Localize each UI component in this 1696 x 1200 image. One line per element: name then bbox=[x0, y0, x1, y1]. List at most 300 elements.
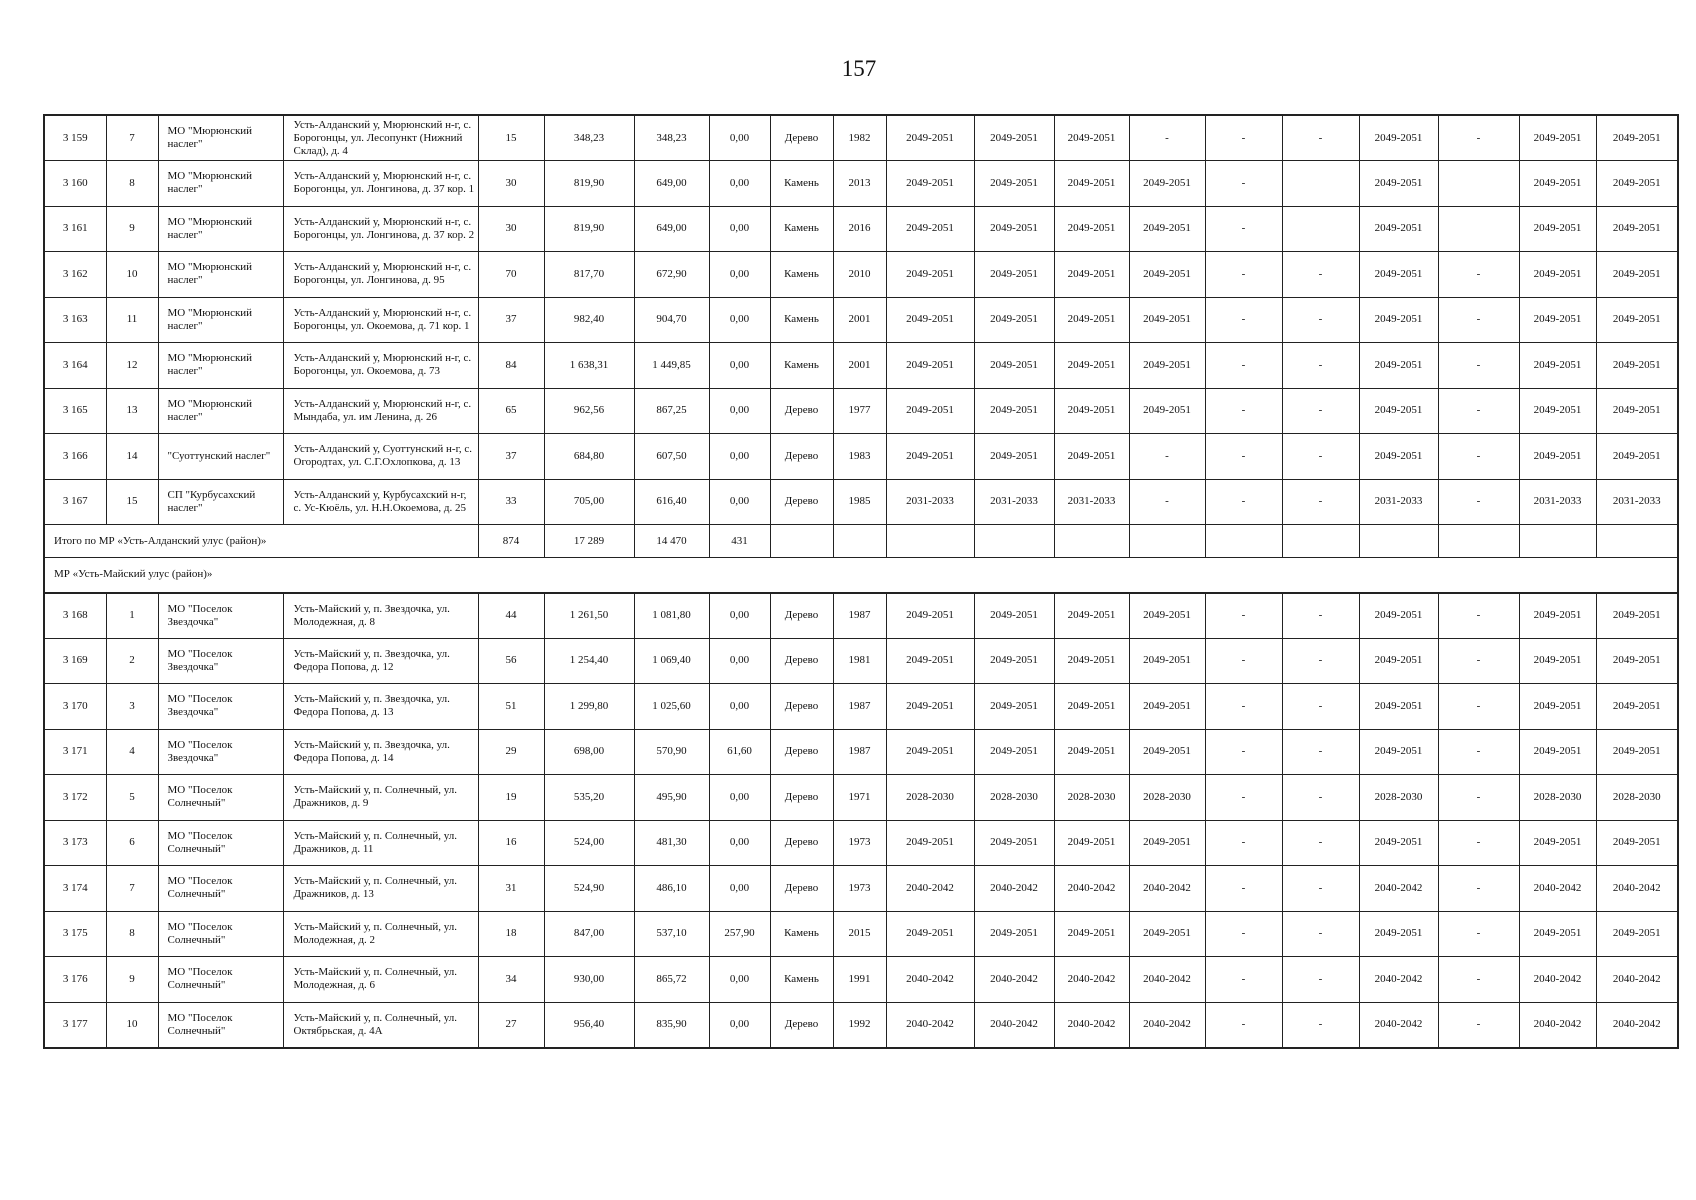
empty-cell bbox=[974, 525, 1054, 558]
cell-period-8: - bbox=[1438, 729, 1519, 775]
cell-period-6 bbox=[1282, 206, 1359, 252]
cell-wall-material: Дерево bbox=[770, 638, 833, 684]
cell-municipality: СП "Курбусахский наслег" bbox=[158, 479, 283, 525]
cell-total-area: 705,00 bbox=[544, 479, 634, 525]
cell-period-9: 2049-2051 bbox=[1519, 252, 1596, 298]
cell-wall-material: Дерево bbox=[770, 775, 833, 821]
cell-period-3: 2049-2051 bbox=[1054, 206, 1129, 252]
cell-period-4: 2049-2051 bbox=[1129, 820, 1205, 866]
cell-wall-material: Дерево bbox=[770, 729, 833, 775]
cell-period-6: - bbox=[1282, 1002, 1359, 1048]
cell-period-9: 2049-2051 bbox=[1519, 297, 1596, 343]
cell-item-number: 14 bbox=[106, 434, 158, 480]
cell-nonliving-area: 61,60 bbox=[709, 729, 770, 775]
cell-municipality: МО "Мюрюнский наслег" bbox=[158, 343, 283, 389]
cell-period-5: - bbox=[1205, 638, 1282, 684]
cell-item-number: 9 bbox=[106, 206, 158, 252]
cell-residents: 31 bbox=[478, 866, 544, 912]
cell-item-number: 15 bbox=[106, 479, 158, 525]
cell-item-number: 2 bbox=[106, 638, 158, 684]
cell-period-7: 2040-2042 bbox=[1359, 1002, 1438, 1048]
cell-wall-material: Камень bbox=[770, 957, 833, 1003]
cell-period-8: - bbox=[1438, 297, 1519, 343]
cell-period-9: 2049-2051 bbox=[1519, 206, 1596, 252]
cell-wall-material: Дерево bbox=[770, 479, 833, 525]
cell-build-year: 1985 bbox=[833, 479, 886, 525]
cell-period-6: - bbox=[1282, 820, 1359, 866]
cell-period-2: 2049-2051 bbox=[974, 820, 1054, 866]
cell-address: Усть-Майский у, п. Звездочка, ул. Федора Попова, д. 14 bbox=[283, 729, 478, 775]
cell-period-8: - bbox=[1438, 775, 1519, 821]
cell-address: Усть-Майский у, п. Звездочка, ул. Молодежная, д. 8 bbox=[283, 593, 478, 639]
cell-period-9: 2040-2042 bbox=[1519, 957, 1596, 1003]
cell-period-5: - bbox=[1205, 115, 1282, 161]
cell-municipality: "Суоттунский наслег" bbox=[158, 434, 283, 480]
cell-period-5: - bbox=[1205, 1002, 1282, 1048]
cell-period-2: 2049-2051 bbox=[974, 911, 1054, 957]
cell-item-number: 10 bbox=[106, 252, 158, 298]
cell-period-10: 2049-2051 bbox=[1596, 161, 1678, 207]
cell-period-8: - bbox=[1438, 957, 1519, 1003]
cell-build-year: 1987 bbox=[833, 684, 886, 730]
cell-period-6: - bbox=[1282, 684, 1359, 730]
cell-nonliving-area: 0,00 bbox=[709, 297, 770, 343]
cell-period-10: 2049-2051 bbox=[1596, 820, 1678, 866]
cell-period-7: 2049-2051 bbox=[1359, 434, 1438, 480]
cell-address: Усть-Алданский у, Мюрюнский н-г, с. Борогонцы, ул. Окоемова, д. 73 bbox=[283, 343, 478, 389]
cell-period-7: 2049-2051 bbox=[1359, 161, 1438, 207]
cell-wall-material: Камень bbox=[770, 297, 833, 343]
cell-nonliving-area: 0,00 bbox=[709, 820, 770, 866]
cell-period-9: 2049-2051 bbox=[1519, 820, 1596, 866]
cell-period-4: 2049-2051 bbox=[1129, 593, 1205, 639]
empty-cell bbox=[833, 525, 886, 558]
cell-period-7: 2049-2051 bbox=[1359, 684, 1438, 730]
cell-item-number: 6 bbox=[106, 820, 158, 866]
cell-period-3: 2040-2042 bbox=[1054, 1002, 1129, 1048]
cell-period-6: - bbox=[1282, 252, 1359, 298]
cell-period-10: 2049-2051 bbox=[1596, 297, 1678, 343]
cell-period-8: - bbox=[1438, 115, 1519, 161]
cell-row-number: 3 163 bbox=[44, 297, 106, 343]
cell-address: Усть-Майский у, п. Солнечный, ул. Молодежная, д. 6 bbox=[283, 957, 478, 1003]
cell-municipality: МО "Мюрюнский наслег" bbox=[158, 297, 283, 343]
cell-address: Усть-Майский у, п. Солнечный, ул. Молодежная, д. 2 bbox=[283, 911, 478, 957]
cell-period-2: 2028-2030 bbox=[974, 775, 1054, 821]
cell-period-6: - bbox=[1282, 343, 1359, 389]
cell-row-number: 3 172 bbox=[44, 775, 106, 821]
cell-period-8: - bbox=[1438, 434, 1519, 480]
cell-total-area: 535,20 bbox=[544, 775, 634, 821]
cell-build-year: 1973 bbox=[833, 866, 886, 912]
cell-municipality: МО "Поселок Звездочка" bbox=[158, 638, 283, 684]
cell-period-3: 2049-2051 bbox=[1054, 593, 1129, 639]
cell-period-4: 2049-2051 bbox=[1129, 729, 1205, 775]
cell-period-10: 2031-2033 bbox=[1596, 479, 1678, 525]
cell-address: Усть-Алданский у, Курбусахский н-г, с. Ус-Кюёль, ул. Н.Н.Окоемова, д. 25 bbox=[283, 479, 478, 525]
cell-nonliving-area: 0,00 bbox=[709, 161, 770, 207]
cell-wall-material: Дерево bbox=[770, 1002, 833, 1048]
table-row bbox=[44, 593, 1678, 639]
cell-period-7: 2049-2051 bbox=[1359, 638, 1438, 684]
cell-municipality: МО "Мюрюнский наслег" bbox=[158, 161, 283, 207]
empty-cell bbox=[1438, 525, 1519, 558]
cell-period-1: 2049-2051 bbox=[886, 388, 974, 434]
cell-wall-material: Дерево bbox=[770, 115, 833, 161]
cell-period-8: - bbox=[1438, 684, 1519, 730]
cell-item-number: 11 bbox=[106, 297, 158, 343]
cell-period-6 bbox=[1282, 161, 1359, 207]
cell-total-area: 524,90 bbox=[544, 866, 634, 912]
cell-total-area: 930,00 bbox=[544, 957, 634, 1003]
cell-period-1: 2049-2051 bbox=[886, 297, 974, 343]
cell-address: Усть-Майский у, п. Солнечный, ул. Дражников, д. 11 bbox=[283, 820, 478, 866]
cell-nonliving-area: 0,00 bbox=[709, 252, 770, 298]
cell-nonliving-area: 0,00 bbox=[709, 479, 770, 525]
cell-period-2: 2049-2051 bbox=[974, 206, 1054, 252]
cell-total-area: 1 254,40 bbox=[544, 638, 634, 684]
cell-row-number: 3 173 bbox=[44, 820, 106, 866]
total-row bbox=[44, 525, 1678, 558]
cell-row-number: 3 170 bbox=[44, 684, 106, 730]
cell-period-2: 2040-2042 bbox=[974, 866, 1054, 912]
cell-period-1: 2049-2051 bbox=[886, 206, 974, 252]
section-header bbox=[44, 558, 1678, 593]
cell-address: Усть-Алданский у, Мюрюнский н-г, с. Борогонцы, ул. Лонгинова, д. 37 кор. 1 bbox=[283, 161, 478, 207]
cell-period-1: 2040-2042 bbox=[886, 957, 974, 1003]
cell-residents: 27 bbox=[478, 1002, 544, 1048]
cell-period-4: 2040-2042 bbox=[1129, 1002, 1205, 1048]
cell-period-7: 2049-2051 bbox=[1359, 729, 1438, 775]
cell-municipality: МО "Поселок Солнечный" bbox=[158, 866, 283, 912]
cell-row-number: 3 176 bbox=[44, 957, 106, 1003]
cell-period-4: 2049-2051 bbox=[1129, 343, 1205, 389]
cell-wall-material: Дерево bbox=[770, 866, 833, 912]
cell-nonliving-area: 0,00 bbox=[709, 1002, 770, 1048]
table-row bbox=[44, 479, 1678, 525]
cell-period-9: 2049-2051 bbox=[1519, 638, 1596, 684]
total-value: 874 bbox=[478, 525, 544, 558]
cell-nonliving-area: 0,00 bbox=[709, 434, 770, 480]
cell-period-8: - bbox=[1438, 638, 1519, 684]
cell-period-2: 2049-2051 bbox=[974, 388, 1054, 434]
cell-build-year: 1973 bbox=[833, 820, 886, 866]
cell-row-number: 3 166 bbox=[44, 434, 106, 480]
cell-municipality: МО "Поселок Солнечный" bbox=[158, 911, 283, 957]
cell-living-area: 867,25 bbox=[634, 388, 709, 434]
cell-living-area: 649,00 bbox=[634, 206, 709, 252]
cell-period-1: 2049-2051 bbox=[886, 820, 974, 866]
cell-build-year: 1981 bbox=[833, 638, 886, 684]
cell-item-number: 4 bbox=[106, 729, 158, 775]
cell-period-3: 2049-2051 bbox=[1054, 729, 1129, 775]
cell-period-3: 2049-2051 bbox=[1054, 911, 1129, 957]
cell-address: Усть-Алданский у, Суоттунский н-г, с. Огородтах, ул. С.Г.Охлопкова, д. 13 bbox=[283, 434, 478, 480]
cell-period-10: 2049-2051 bbox=[1596, 434, 1678, 480]
cell-address: Усть-Алданский у, Мюрюнский н-г, с. Борогонцы, ул. Лонгинова, д. 37 кор. 2 bbox=[283, 206, 478, 252]
cell-living-area: 616,40 bbox=[634, 479, 709, 525]
cell-period-1: 2040-2042 bbox=[886, 866, 974, 912]
table-row bbox=[44, 115, 1678, 161]
cell-living-area: 672,90 bbox=[634, 252, 709, 298]
table-row bbox=[44, 775, 1678, 821]
cell-period-8: - bbox=[1438, 593, 1519, 639]
cell-municipality: МО "Поселок Солнечный" bbox=[158, 775, 283, 821]
cell-period-1: 2049-2051 bbox=[886, 434, 974, 480]
cell-period-9: 2028-2030 bbox=[1519, 775, 1596, 821]
cell-row-number: 3 161 bbox=[44, 206, 106, 252]
cell-period-3: 2028-2030 bbox=[1054, 775, 1129, 821]
cell-residents: 34 bbox=[478, 957, 544, 1003]
cell-period-6: - bbox=[1282, 775, 1359, 821]
cell-row-number: 3 169 bbox=[44, 638, 106, 684]
cell-period-6: - bbox=[1282, 434, 1359, 480]
empty-cell bbox=[1282, 525, 1359, 558]
cell-period-7: 2040-2042 bbox=[1359, 866, 1438, 912]
cell-build-year: 1987 bbox=[833, 729, 886, 775]
cell-period-7: 2049-2051 bbox=[1359, 388, 1438, 434]
table-row bbox=[44, 820, 1678, 866]
cell-municipality: МО "Поселок Солнечный" bbox=[158, 957, 283, 1003]
cell-period-1: 2049-2051 bbox=[886, 252, 974, 298]
cell-residents: 84 bbox=[478, 343, 544, 389]
cell-build-year: 1987 bbox=[833, 593, 886, 639]
cell-period-3: 2049-2051 bbox=[1054, 434, 1129, 480]
cell-item-number: 8 bbox=[106, 161, 158, 207]
cell-period-3: 2049-2051 bbox=[1054, 388, 1129, 434]
cell-residents: 18 bbox=[478, 911, 544, 957]
cell-period-4: - bbox=[1129, 479, 1205, 525]
cell-wall-material: Камень bbox=[770, 911, 833, 957]
cell-address: Усть-Майский у, п. Солнечный, ул. Октябрьская, д. 4А bbox=[283, 1002, 478, 1048]
cell-period-9: 2049-2051 bbox=[1519, 729, 1596, 775]
cell-residents: 29 bbox=[478, 729, 544, 775]
cell-period-7: 2040-2042 bbox=[1359, 957, 1438, 1003]
cell-period-1: 2028-2030 bbox=[886, 775, 974, 821]
cell-wall-material: Дерево bbox=[770, 684, 833, 730]
cell-total-area: 524,00 bbox=[544, 820, 634, 866]
cell-period-2: 2049-2051 bbox=[974, 434, 1054, 480]
cell-period-7: 2049-2051 bbox=[1359, 593, 1438, 639]
cell-build-year: 2001 bbox=[833, 297, 886, 343]
cell-period-5: - bbox=[1205, 343, 1282, 389]
cell-period-5: - bbox=[1205, 820, 1282, 866]
table-row bbox=[44, 729, 1678, 775]
cell-period-4: 2049-2051 bbox=[1129, 206, 1205, 252]
cell-total-area: 348,23 bbox=[544, 115, 634, 161]
cell-period-6: - bbox=[1282, 479, 1359, 525]
cell-address: Усть-Майский у, п. Солнечный, ул. Дражников, д. 9 bbox=[283, 775, 478, 821]
cell-total-area: 698,00 bbox=[544, 729, 634, 775]
cell-period-9: 2049-2051 bbox=[1519, 684, 1596, 730]
cell-period-2: 2040-2042 bbox=[974, 1002, 1054, 1048]
cell-period-5: - bbox=[1205, 684, 1282, 730]
cell-residents: 37 bbox=[478, 434, 544, 480]
cell-period-8: - bbox=[1438, 1002, 1519, 1048]
cell-period-5: - bbox=[1205, 388, 1282, 434]
cell-period-4: 2040-2042 bbox=[1129, 866, 1205, 912]
empty-cell bbox=[1129, 525, 1205, 558]
cell-period-10: 2049-2051 bbox=[1596, 115, 1678, 161]
cell-wall-material: Дерево bbox=[770, 820, 833, 866]
cell-address: Усть-Майский у, п. Звездочка, ул. Федора Попова, д. 12 bbox=[283, 638, 478, 684]
table-row bbox=[44, 343, 1678, 389]
cell-row-number: 3 168 bbox=[44, 593, 106, 639]
cell-build-year: 1991 bbox=[833, 957, 886, 1003]
cell-period-4: 2049-2051 bbox=[1129, 161, 1205, 207]
cell-period-2: 2040-2042 bbox=[974, 957, 1054, 1003]
cell-period-9: 2049-2051 bbox=[1519, 593, 1596, 639]
cell-living-area: 649,00 bbox=[634, 161, 709, 207]
cell-build-year: 2015 bbox=[833, 911, 886, 957]
cell-period-9: 2049-2051 bbox=[1519, 911, 1596, 957]
cell-residents: 44 bbox=[478, 593, 544, 639]
empty-cell bbox=[1359, 525, 1438, 558]
table-row bbox=[44, 866, 1678, 912]
cell-item-number: 7 bbox=[106, 115, 158, 161]
cell-total-area: 819,90 bbox=[544, 206, 634, 252]
cell-municipality: МО "Поселок Солнечный" bbox=[158, 1002, 283, 1048]
table-row bbox=[44, 957, 1678, 1003]
table-row bbox=[44, 206, 1678, 252]
cell-total-area: 819,90 bbox=[544, 161, 634, 207]
cell-total-area: 982,40 bbox=[544, 297, 634, 343]
table-row bbox=[44, 388, 1678, 434]
cell-period-2: 2049-2051 bbox=[974, 343, 1054, 389]
cell-address: Усть-Майский у, п. Звездочка, ул. Федора Попова, д. 13 bbox=[283, 684, 478, 730]
cell-living-area: 1 081,80 bbox=[634, 593, 709, 639]
cell-item-number: 1 bbox=[106, 593, 158, 639]
empty-cell bbox=[886, 525, 974, 558]
cell-period-5: - bbox=[1205, 252, 1282, 298]
cell-period-3: 2049-2051 bbox=[1054, 161, 1129, 207]
cell-item-number: 3 bbox=[106, 684, 158, 730]
cell-item-number: 7 bbox=[106, 866, 158, 912]
empty-cell bbox=[770, 525, 833, 558]
cell-period-7: 2049-2051 bbox=[1359, 252, 1438, 298]
cell-residents: 15 bbox=[478, 115, 544, 161]
cell-nonliving-area: 0,00 bbox=[709, 775, 770, 821]
cell-nonliving-area: 0,00 bbox=[709, 593, 770, 639]
cell-nonliving-area: 0,00 bbox=[709, 343, 770, 389]
cell-period-4: 2049-2051 bbox=[1129, 297, 1205, 343]
cell-period-7: 2049-2051 bbox=[1359, 206, 1438, 252]
cell-item-number: 9 bbox=[106, 957, 158, 1003]
cell-living-area: 495,90 bbox=[634, 775, 709, 821]
cell-nonliving-area: 0,00 bbox=[709, 388, 770, 434]
cell-period-7: 2049-2051 bbox=[1359, 343, 1438, 389]
cell-period-5: - bbox=[1205, 866, 1282, 912]
cell-period-4: 2049-2051 bbox=[1129, 638, 1205, 684]
cell-period-9: 2049-2051 bbox=[1519, 115, 1596, 161]
cell-wall-material: Камень bbox=[770, 161, 833, 207]
cell-period-9: 2040-2042 bbox=[1519, 1002, 1596, 1048]
table-row bbox=[44, 684, 1678, 730]
table-row bbox=[44, 161, 1678, 207]
cell-period-5: - bbox=[1205, 775, 1282, 821]
cell-municipality: МО "Поселок Звездочка" bbox=[158, 729, 283, 775]
cell-period-4: - bbox=[1129, 115, 1205, 161]
total-value: 14 470 bbox=[634, 525, 709, 558]
cell-period-5: - bbox=[1205, 911, 1282, 957]
cell-period-7: 2028-2030 bbox=[1359, 775, 1438, 821]
cell-build-year: 2016 bbox=[833, 206, 886, 252]
cell-period-2: 2049-2051 bbox=[974, 252, 1054, 298]
cell-period-10: 2028-2030 bbox=[1596, 775, 1678, 821]
cell-period-1: 2049-2051 bbox=[886, 161, 974, 207]
cell-period-8: - bbox=[1438, 866, 1519, 912]
cell-row-number: 3 159 bbox=[44, 115, 106, 161]
cell-period-8: - bbox=[1438, 911, 1519, 957]
cell-nonliving-area: 0,00 bbox=[709, 206, 770, 252]
cell-period-8 bbox=[1438, 161, 1519, 207]
cell-item-number: 10 bbox=[106, 1002, 158, 1048]
cell-period-5: - bbox=[1205, 297, 1282, 343]
cell-period-6: - bbox=[1282, 911, 1359, 957]
cell-item-number: 5 bbox=[106, 775, 158, 821]
cell-period-7: 2049-2051 bbox=[1359, 820, 1438, 866]
cell-period-4: 2049-2051 bbox=[1129, 684, 1205, 730]
cell-residents: 51 bbox=[478, 684, 544, 730]
page-number: 157 bbox=[841, 56, 877, 81]
cell-period-1: 2049-2051 bbox=[886, 343, 974, 389]
cell-period-3: 2049-2051 bbox=[1054, 343, 1129, 389]
cell-period-7: 2031-2033 bbox=[1359, 479, 1438, 525]
cell-period-1: 2049-2051 bbox=[886, 729, 974, 775]
cell-build-year: 2010 bbox=[833, 252, 886, 298]
cell-living-area: 570,90 bbox=[634, 729, 709, 775]
housing-table bbox=[43, 114, 1679, 1049]
cell-row-number: 3 162 bbox=[44, 252, 106, 298]
cell-wall-material: Дерево bbox=[770, 593, 833, 639]
cell-living-area: 865,72 bbox=[634, 957, 709, 1003]
total-value: 17 289 bbox=[544, 525, 634, 558]
cell-row-number: 3 177 bbox=[44, 1002, 106, 1048]
cell-period-6: - bbox=[1282, 593, 1359, 639]
cell-living-area: 537,10 bbox=[634, 911, 709, 957]
cell-period-3: 2040-2042 bbox=[1054, 957, 1129, 1003]
cell-living-area: 348,23 bbox=[634, 115, 709, 161]
empty-cell bbox=[1205, 525, 1282, 558]
cell-period-10: 2040-2042 bbox=[1596, 866, 1678, 912]
cell-address: Усть-Алданский у, Мюрюнский н-г, с. Мындаба, ул. им Ленина, д. 26 bbox=[283, 388, 478, 434]
cell-nonliving-area: 0,00 bbox=[709, 866, 770, 912]
cell-residents: 30 bbox=[478, 161, 544, 207]
cell-total-area: 817,70 bbox=[544, 252, 634, 298]
cell-living-area: 1 025,60 bbox=[634, 684, 709, 730]
empty-cell bbox=[1519, 525, 1596, 558]
cell-residents: 30 bbox=[478, 206, 544, 252]
cell-period-5: - bbox=[1205, 434, 1282, 480]
cell-period-5: - bbox=[1205, 479, 1282, 525]
cell-period-4: 2028-2030 bbox=[1129, 775, 1205, 821]
cell-wall-material: Камень bbox=[770, 252, 833, 298]
cell-nonliving-area: 0,00 bbox=[709, 115, 770, 161]
cell-row-number: 3 165 bbox=[44, 388, 106, 434]
cell-living-area: 486,10 bbox=[634, 866, 709, 912]
cell-period-6: - bbox=[1282, 729, 1359, 775]
section-title: МР «Усть-Майский улус (район)» bbox=[44, 558, 1678, 593]
cell-nonliving-area: 0,00 bbox=[709, 638, 770, 684]
cell-period-9: 2040-2042 bbox=[1519, 866, 1596, 912]
cell-period-8: - bbox=[1438, 388, 1519, 434]
cell-period-8: - bbox=[1438, 343, 1519, 389]
cell-living-area: 835,90 bbox=[634, 1002, 709, 1048]
cell-period-9: 2031-2033 bbox=[1519, 479, 1596, 525]
cell-address: Усть-Алданский у, Мюрюнский н-г, с. Борогонцы, ул. Окоемова, д. 71 кор. 1 bbox=[283, 297, 478, 343]
cell-period-1: 2049-2051 bbox=[886, 593, 974, 639]
cell-period-4: 2049-2051 bbox=[1129, 911, 1205, 957]
